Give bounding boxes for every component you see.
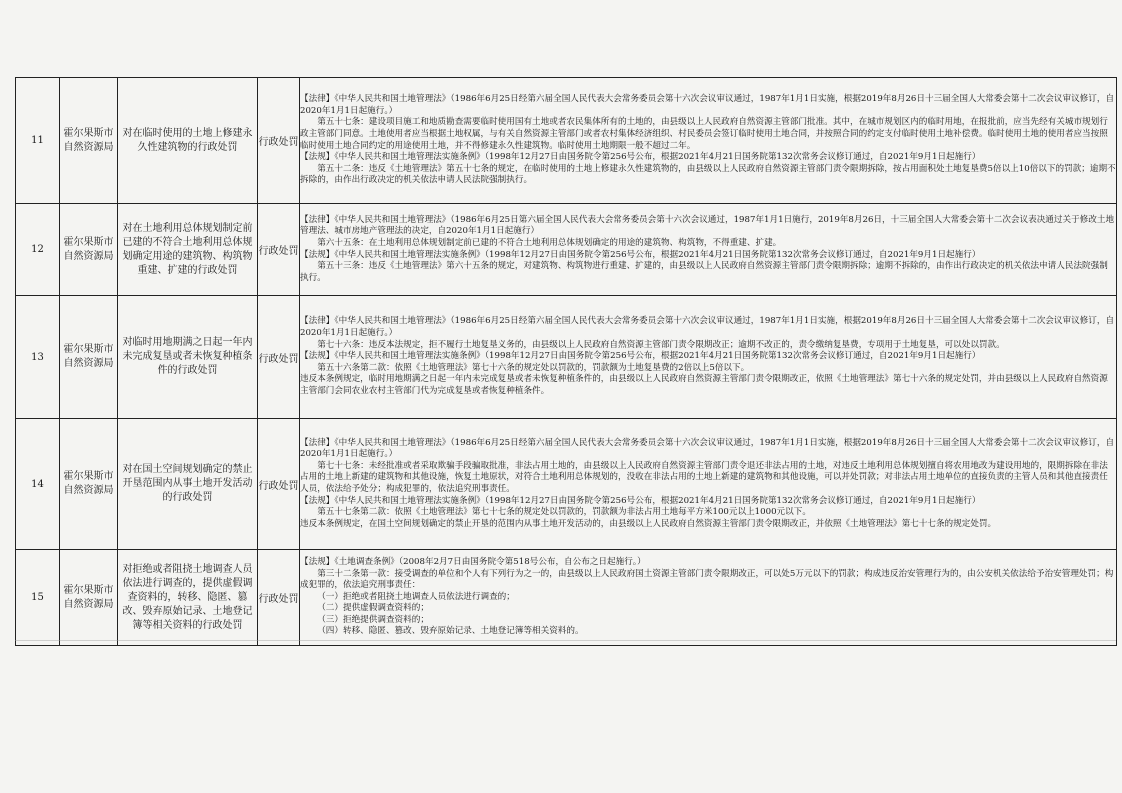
department-cell: 霍尔果斯市自然资源局	[60, 78, 118, 204]
penalty-type-cell: 行政处罚	[258, 296, 300, 419]
legal-basis-cell	[300, 419, 1117, 550]
legal-basis-paragraph: 第五十六条第二款：依照《土地管理法》第七十六条的规定处以罚款的，罚款额为土地复垦费的2倍以上5倍以下。	[317, 362, 750, 373]
table-row	[16, 204, 1117, 296]
legal-basis-paragraph: 第七十七条：未经批准或者采取欺骗手段骗取批准，非法占用土地的，由县级以上人民政府自然资源主管部门责令退还非法占用的土地，对违反土地利用总体规划擅自将农用地改为建设用地的，限期拆除在非法占用的土地上新建的建筑物和其他设施，恢复土地原状，对符合土地利用总体规划的，没收在非法占用的土地上新建的建筑物和其他设施，可以并处罚款；对非法占用土地单位的直接负责的主管人员和其他直接责任人员，依法给予处分；构成犯罪的，依法追究刑事责任。	[300, 460, 1108, 494]
penalty-type-cell: 行政处罚	[258, 204, 300, 296]
table-row	[16, 550, 1117, 646]
row-number: 13	[16, 296, 60, 419]
department-cell: 霍尔果斯市自然资源局	[60, 419, 118, 550]
penalty-type-cell: 行政处罚	[258, 419, 300, 550]
legal-basis-paragraph: （二）提供虚假调查资料的；	[317, 603, 429, 614]
legal-basis-paragraph: 【法律】《中华人民共和国土地管理法》（1986年6月25日第六届全国人民代表大会常务委员会第十六次会议通过，1987年1月1日施行，2019年8月26日，十三届全国人大常委会第十二次会议表决通过关于修改土地管理法、城市房地产管理法的决定，自2020年1月1日起施行）	[300, 214, 1115, 237]
legal-basis-cell	[300, 550, 1117, 646]
legal-basis-cell	[300, 78, 1117, 204]
legal-basis-paragraph: 违反本条例规定，临时用地期满之日起一年内未完成复垦或者未恢复种植条件的，由县级以上人民政府自然资源主管部门责令限期改正，依照《土地管理法》第七十六条的规定处罚，并由县级以上人民政府自然资源主管部门会同农业农村主管部门代为完成复垦或者恢复种植条件。	[300, 374, 1108, 396]
legal-basis-paragraph: 第五十七条第二款：依照《土地管理法》第七十七条的规定处以罚款的，罚款额为非法占用土地每平方米100元以上1000元以下。	[317, 507, 811, 518]
penalty-item-cell: 对拒绝或者阻挠土地调查人员依法进行调查的，提供虚假调查资料的，转移、隐匿、篡改、毁弃原始记录、土地登记簿等相关资料的行政处罚	[118, 550, 258, 646]
legal-basis-paragraph: 【法规】《中华人民共和国土地管理法实施条例》（1998年12月27日由国务院令第256号公布，根据2021年4月21日国务院第132次常务会议修订通过，自2021年9月1日起施行）	[300, 249, 981, 260]
legal-basis-paragraph: 第七十六条：违反本法规定，拒不履行土地复垦义务的，由县级以上人民政府自然资源主管部门责令限期改正；逾期不改正的，责令缴纳复垦费，专项用于土地复垦，可以处以罚款。	[317, 339, 1005, 350]
table-row	[16, 419, 1117, 550]
legal-basis-paragraph: （三）拒绝提供调查资料的；	[317, 614, 429, 625]
penalty-item-cell: 对在土地利用总体规划制定前已建的不符合土地利用总体规划确定用途的建筑物、构筑物重建、扩建的行政处罚	[118, 204, 258, 296]
legal-basis-paragraph: 第五十二条：违反《土地管理法》第五十七条的规定，在临时使用的土地上修建永久性建筑物的，由县级以上人民政府自然资源主管部门责令限期拆除，按占用面积处土地复垦费5倍以上10倍以下的罚款；逾期不拆除的，由作出行政决定的机关依法申请人民法院强制执行。	[300, 163, 1116, 186]
legal-basis-cell	[300, 296, 1117, 419]
penalty-item-cell: 对临时用地期满之日起一年内未完成复垦或者未恢复种植条件的行政处罚	[118, 296, 258, 419]
legal-basis-paragraph: 第三十二条第一款：接受调查的单位和个人有下列行为之一的，由县级以上人民政府国土资源主管部门责令限期改正，可以处5万元以下的罚款；构成违反治安管理行为的，由公安机关依法给予治安管理处罚；构成犯罪的，依法追究刑事责任：	[300, 568, 1114, 591]
penalty-table	[15, 77, 1117, 646]
legal-basis-cell	[300, 204, 1117, 296]
row-number: 15	[16, 550, 60, 646]
legal-basis-paragraph: 【法律】《中华人民共和国土地管理法》（1986年6月25日经第六届全国人民代表大会常务委员会第十六次会议审议通过，1987年1月1日实施，根据2019年8月26日十三届全国人大常委会第十二次会议审议修订，自2020年1月1日起施行。）	[300, 316, 1115, 339]
legal-basis-paragraph: 【法律】《中华人民共和国土地管理法》（1986年6月25日经第六届全国人民代表大会常务委员会第十六次会议审议通过，1987年1月1日实施，根据2019年8月26日十三届全国人大常委会第十二次会议审议修订，自2020年1月1日起施行。）	[300, 94, 1115, 116]
row-number: 12	[16, 204, 60, 296]
table-row	[16, 296, 1117, 419]
row-number: 11	[16, 78, 60, 204]
legal-basis-paragraph: 【法规】《中华人民共和国土地管理法实施条例》（1998年12月27日由国务院令第256号公布，根据2021年4月21日国务院第132次常务会议修订通过，自2021年9月1日起施行）	[300, 495, 981, 506]
legal-basis-paragraph: （一）拒绝或者阻挠土地调查人员依法进行调查的；	[317, 591, 515, 602]
penalty-type-cell: 行政处罚	[258, 78, 300, 204]
legal-basis-paragraph: 【法规】《中华人民共和国土地管理法实施条例》（1998年12月27日由国务院令第256号公布，根据2021年4月21日国务院第132次常务会议修订通过，自2021年9月1日起施行）	[300, 351, 981, 362]
table-bottom-shadow	[15, 640, 1116, 641]
table-row	[16, 78, 1117, 204]
legal-basis-paragraph: 第五十七条：建设项目施工和地质勘查需要临时使用国有土地或者农民集体所有的土地的，由县级以上人民政府自然资源主管部门批准。其中，在城市规划区内的临时用地，在报批前，应当先经有关城市规划行政主管部门同意。土地使用者应当根据土地权属，与有关自然资源主管部门或者农村集体经济组织、村民委员会签订临时使用土地合同，并按照合同的约定支付临时使用土地补偿费。临时使用土地的使用者应当按照临时使用土地合同约定的用途使用土地，并不得修建永久性建筑物。临时使用土地期限一般不超过二年。	[300, 117, 1108, 151]
legal-basis-paragraph: 【法规】《土地调查条例》（2008年2月7日由国务院令第518号公布，自公布之日起施行。）	[300, 556, 646, 567]
legal-basis-paragraph: 【法规】《中华人民共和国土地管理法实施条例》（1998年12月27日由国务院令第256号公布，根据2021年4月21日国务院第132次常务会议修订通过，自2021年9月1日起施行）	[300, 152, 981, 163]
penalty-type-cell: 行政处罚	[258, 550, 300, 646]
legal-basis-paragraph: （四）转移、隐匿、篡改、毁弃原始记录、土地登记簿等相关资料的。	[317, 626, 584, 637]
penalty-item-cell: 对在国土空间规划确定的禁止开垦范围内从事土地开发活动的行政处罚	[118, 419, 258, 550]
penalty-item-cell: 对在临时使用的土地上修建永久性建筑物的行政处罚	[118, 78, 258, 204]
row-number: 14	[16, 419, 60, 550]
legal-basis-paragraph: 第五十三条：违反《土地管理法》第六十五条的规定，对建筑物、构筑物进行重建、扩建的，由县级以上人民政府自然资源主管部门责令限期拆除；逾期不拆除的，由作出行政决定的机关依法申请人民法院强制执行。	[300, 261, 1108, 283]
legal-basis-paragraph: 【法律】《中华人民共和国土地管理法》（1986年6月25日经第六届全国人民代表大会常务委员会第十六次会议审议通过，1987年1月1日实施，根据2019年8月26日十三届全国人大常委会第十二次会议审议修订，自2020年1月1日起施行。）	[300, 437, 1115, 460]
department-cell: 霍尔果斯市自然资源局	[60, 204, 118, 296]
department-cell: 霍尔果斯市自然资源局	[60, 550, 118, 646]
legal-basis-paragraph: 违反本条例规定，在国土空间规划确定的禁止开垦的范围内从事土地开发活动的，由县级以上人民政府自然资源主管部门责令限期改正，并依照《土地管理法》第七十七条的规定处罚。	[300, 518, 997, 529]
department-cell: 霍尔果斯市自然资源局	[60, 296, 118, 419]
legal-basis-paragraph: 第六十五条：在土地利用总体规划制定前已建的不符合土地利用总体规划确定的用途的建筑物、构筑物，不得重建、扩建。	[317, 237, 782, 248]
